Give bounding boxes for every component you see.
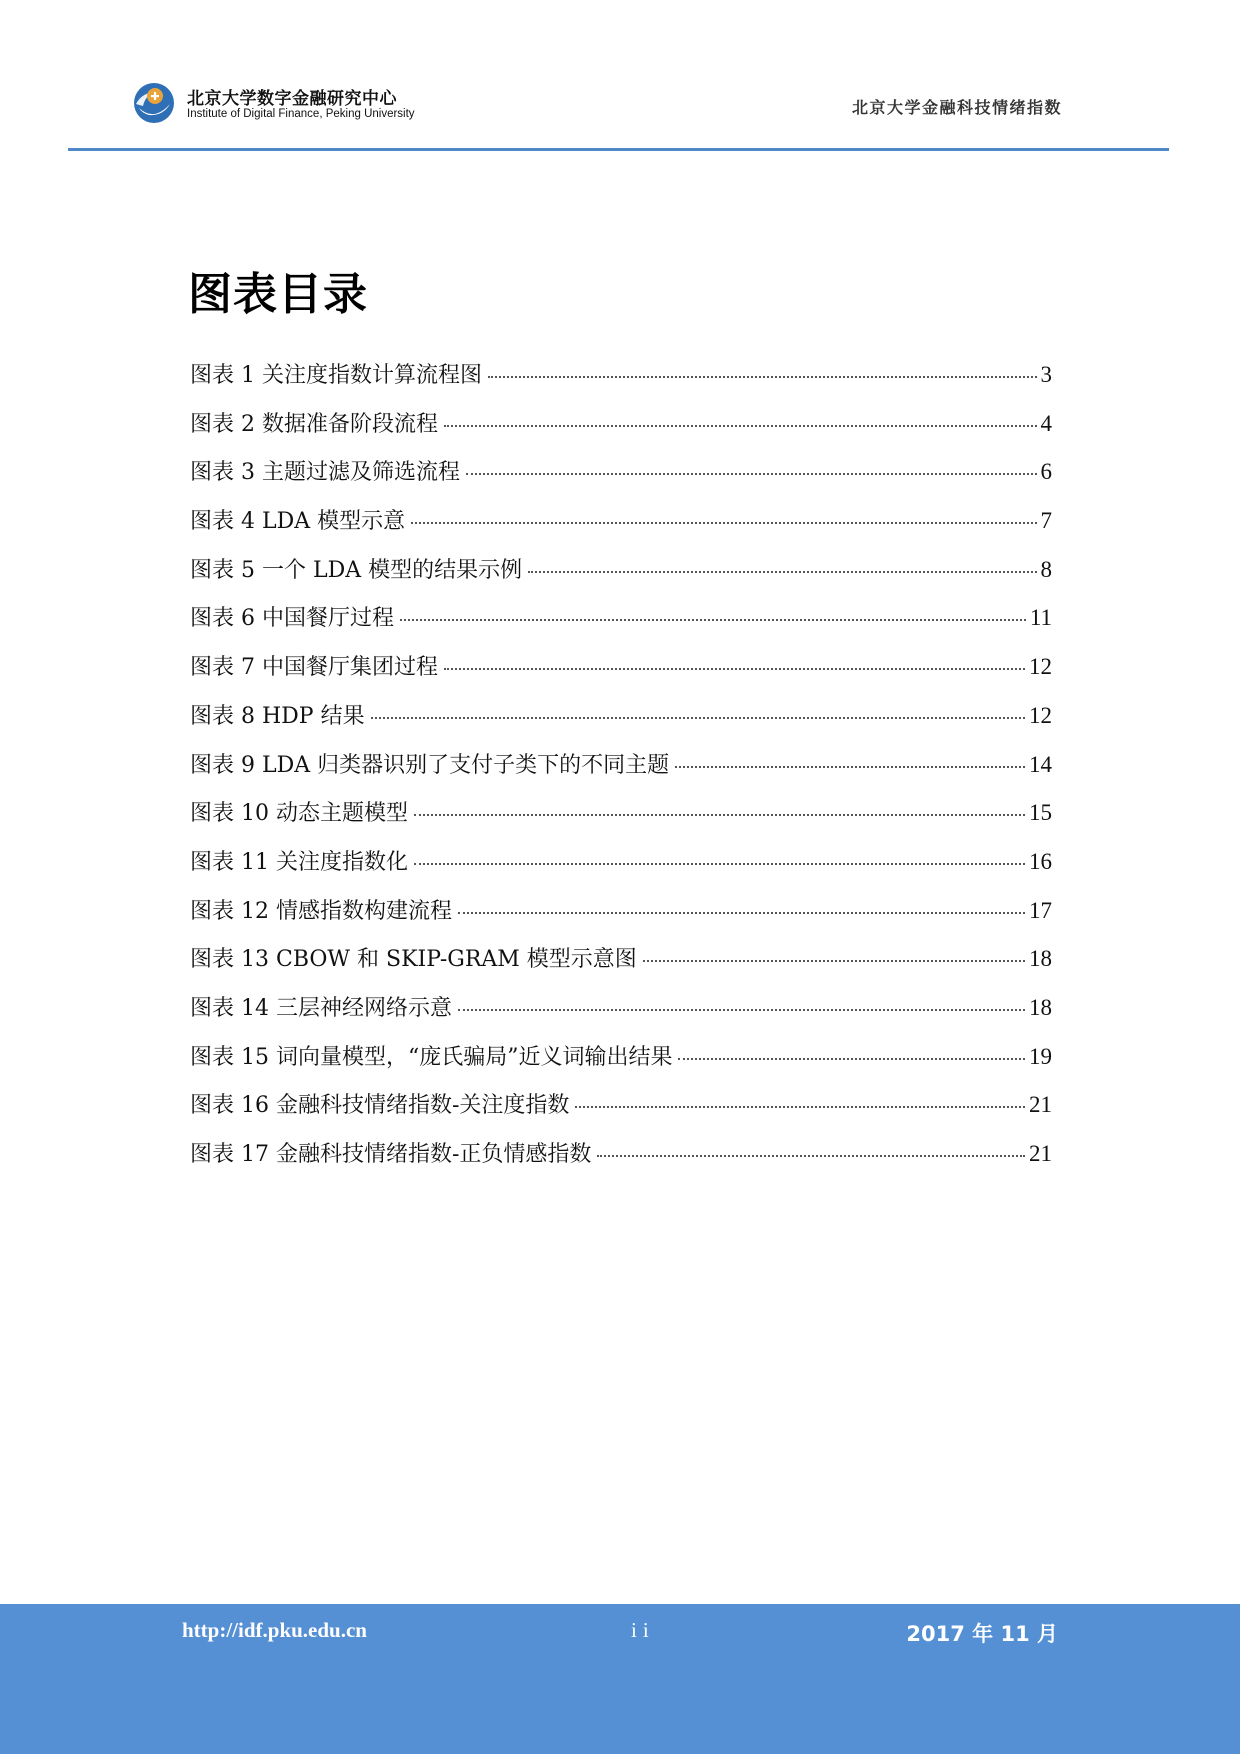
toc-entry-label: 图表 3 主题过滤及筛选流程 bbox=[190, 460, 460, 486]
toc-dot-leader bbox=[458, 1009, 1025, 1011]
toc-entry-label: 图表 13 CBOW 和 SKIP-GRAM 模型示意图 bbox=[190, 947, 637, 973]
toc-entry[interactable] bbox=[190, 455, 1052, 504]
figure-toc-list bbox=[190, 358, 1052, 1186]
toc-entry[interactable] bbox=[190, 1137, 1052, 1186]
toc-dot-leader bbox=[678, 1058, 1025, 1060]
toc-entry[interactable] bbox=[190, 407, 1052, 456]
toc-entry[interactable] bbox=[190, 894, 1052, 943]
toc-dot-leader bbox=[414, 814, 1025, 816]
toc-dot-leader bbox=[575, 1106, 1025, 1108]
toc-entry-page: 18 bbox=[1029, 994, 1052, 1020]
toc-entry-label: 图表 15 词向量模型，“庞氏骗局”近义词输出结果 bbox=[190, 1044, 673, 1070]
toc-entry-page: 8 bbox=[1040, 556, 1052, 582]
toc-entry[interactable] bbox=[190, 991, 1052, 1040]
header-divider bbox=[68, 148, 1169, 151]
toc-entry-page: 7 bbox=[1040, 508, 1052, 534]
toc-entry-page: 15 bbox=[1029, 800, 1052, 826]
toc-dot-leader bbox=[414, 863, 1025, 865]
toc-entry[interactable] bbox=[190, 796, 1052, 845]
page-header bbox=[0, 0, 1240, 152]
toc-entry-page: 17 bbox=[1029, 897, 1052, 923]
toc-entry-page: 16 bbox=[1029, 848, 1052, 874]
toc-entry[interactable] bbox=[190, 748, 1052, 797]
toc-entry-label: 图表 7 中国餐厅集团过程 bbox=[190, 655, 438, 681]
toc-entry-page: 4 bbox=[1040, 410, 1052, 436]
toc-entry-page: 3 bbox=[1040, 362, 1052, 387]
toc-entry-label: 图表 16 金融科技情绪指数-关注度指数 bbox=[190, 1093, 570, 1119]
toc-entry[interactable] bbox=[190, 1040, 1052, 1089]
toc-dot-leader bbox=[643, 960, 1025, 962]
toc-entry-label: 图表 11 关注度指数化 bbox=[190, 849, 408, 875]
toc-entry-label: 图表 12 情感指数构建流程 bbox=[190, 898, 452, 924]
toc-entry-label: 图表 10 动态主题模型 bbox=[190, 801, 408, 827]
toc-dot-leader bbox=[444, 668, 1025, 670]
toc-entry-page: 21 bbox=[1029, 1092, 1052, 1118]
toc-entry-label: 图表 9 LDA 归类器识别了支付子类下的不同主题 bbox=[190, 752, 670, 778]
report-title: 北京大学金融科技情绪指数 bbox=[851, 98, 1062, 117]
toc-entry[interactable] bbox=[190, 699, 1052, 748]
toc-dot-leader bbox=[597, 1155, 1025, 1157]
toc-entry-label: 图表 5 一个 LDA 模型的结果示例 bbox=[190, 557, 523, 583]
toc-entry-page: 12 bbox=[1029, 654, 1052, 680]
toc-dot-leader bbox=[400, 619, 1026, 621]
toc-entry[interactable] bbox=[190, 845, 1052, 894]
toc-entry[interactable] bbox=[190, 601, 1052, 650]
footer-url[interactable]: http://idf.pku.edu.cn bbox=[182, 1618, 367, 1642]
toc-entry[interactable] bbox=[190, 650, 1052, 699]
toc-dot-leader bbox=[466, 473, 1037, 475]
toc-entry[interactable] bbox=[190, 358, 1052, 407]
toc-entry-page: 6 bbox=[1040, 459, 1052, 485]
toc-entry[interactable] bbox=[190, 1088, 1052, 1137]
toc-entry[interactable] bbox=[190, 553, 1052, 602]
toc-dot-leader bbox=[458, 912, 1025, 914]
footer-date: 2017 年 11 月 bbox=[906, 1622, 1058, 1646]
page-footer bbox=[0, 1604, 1240, 1754]
toc-entry-page: 14 bbox=[1029, 751, 1052, 777]
toc-entry-page: 18 bbox=[1029, 946, 1052, 972]
toc-dot-leader bbox=[675, 766, 1025, 768]
toc-entry-label: 图表 1 关注度指数计算流程图 bbox=[190, 363, 482, 388]
toc-entry-page: 11 bbox=[1029, 605, 1052, 631]
toc-entry-label: 图表 6 中国餐厅过程 bbox=[190, 606, 394, 632]
toc-dot-leader bbox=[488, 376, 1037, 378]
toc-entry-page: 19 bbox=[1029, 1043, 1052, 1069]
toc-entry-label: 图表 8 HDP 结果 bbox=[190, 703, 365, 729]
org-name-en: Institute of Digital Finance, Peking University bbox=[187, 108, 415, 120]
toc-title: 图表目录 bbox=[188, 269, 368, 320]
toc-entry-label: 图表 17 金融科技情绪指数-正负情感指数 bbox=[190, 1142, 592, 1167]
pku-idf-logo-icon bbox=[133, 82, 175, 124]
toc-dot-leader bbox=[411, 522, 1036, 524]
toc-entry-label: 图表 4 LDA 模型示意 bbox=[190, 509, 406, 535]
toc-dot-leader bbox=[444, 425, 1037, 427]
org-name-cn: 北京大学数字金融研究中心 bbox=[187, 89, 397, 109]
toc-entry-page: 21 bbox=[1029, 1141, 1052, 1166]
toc-entry[interactable] bbox=[190, 942, 1052, 991]
toc-dot-leader bbox=[371, 717, 1025, 719]
toc-entry[interactable] bbox=[190, 504, 1052, 553]
footer-page-number: ii bbox=[631, 1618, 655, 1642]
toc-entry-label: 图表 2 数据准备阶段流程 bbox=[190, 411, 438, 437]
toc-entry-label: 图表 14 三层神经网络示意 bbox=[190, 995, 452, 1021]
toc-dot-leader bbox=[528, 571, 1036, 573]
toc-entry-page: 12 bbox=[1029, 702, 1052, 728]
